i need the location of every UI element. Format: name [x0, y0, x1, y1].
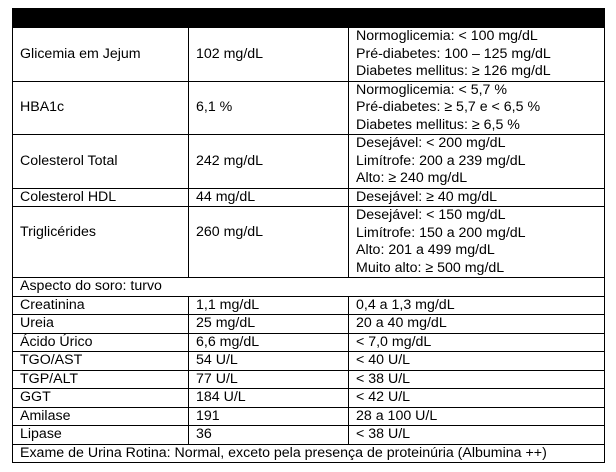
table-row	[13, 315, 605, 334]
exam-reference: < 7,0 mg/dL	[349, 333, 605, 352]
exam-name: GGT	[13, 389, 189, 408]
exam-name: Colesterol HDL	[13, 188, 189, 207]
reference-line: Normoglicemia: < 100 mg/dL	[356, 28, 538, 44]
urine-note: Exame de Urina Rotina: Normal, exceto pela presença de proteinúria (Albumina ++)	[13, 444, 605, 463]
exam-reference: 28 a 100 U/L	[349, 407, 605, 426]
table-row	[13, 207, 605, 278]
header-reference	[349, 9, 605, 28]
table-row	[13, 135, 605, 189]
exam-reference: < 38 U/L	[349, 370, 605, 389]
exam-name: Colesterol Total	[13, 135, 189, 189]
exam-name: TGO/AST	[13, 352, 189, 371]
table-row	[13, 389, 605, 408]
reference-line: Pré-diabetes: ≥ 5,7 e < 6,5 %	[356, 99, 541, 115]
exam-result: 242 mg/dL	[189, 135, 349, 189]
reference-line: Muito alto: ≥ 500 mg/dL	[356, 259, 505, 276]
exam-name: Triglicérides	[13, 207, 189, 278]
exam-result: 1,1 mg/dL	[189, 296, 349, 315]
table-row	[13, 426, 605, 445]
exam-reference	[349, 207, 605, 278]
table-row	[13, 28, 605, 82]
exam-result: 44 mg/dL	[189, 188, 349, 207]
exam-name: Creatinina	[13, 296, 189, 315]
reference-line: Normoglicemia: < 5,7 %	[356, 81, 507, 98]
exam-reference	[349, 135, 605, 189]
reference-line: Desejável: ≥ 40 mg/dL	[356, 188, 498, 205]
table-row	[13, 81, 605, 135]
exam-name: Lipase	[13, 426, 189, 445]
exam-reference	[349, 81, 605, 135]
exam-reference	[349, 28, 605, 82]
exam-result: 77 U/L	[189, 370, 349, 389]
exam-reference: 20 a 40 mg/dL	[349, 315, 605, 334]
lab-results-table	[12, 8, 605, 463]
exam-result: 102 mg/dL	[189, 28, 349, 82]
reference-line: Desejável: < 200 mg/dL	[356, 135, 506, 151]
table-body	[13, 28, 605, 463]
table-row	[13, 278, 605, 297]
reference-line: Desejável: < 150 mg/dL	[356, 207, 506, 223]
exam-reference: < 42 U/L	[349, 389, 605, 408]
exam-reference: 0,4 a 1,3 mg/dL	[349, 296, 605, 315]
reference-line: Alto: ≥ 240 mg/dL	[356, 170, 468, 186]
exam-reference: < 40 U/L	[349, 352, 605, 371]
reference-line: Diabetes mellitus: ≥ 126 mg/dL	[356, 63, 551, 79]
table-row	[13, 333, 605, 352]
table-row	[13, 188, 605, 207]
reference-line: Alto: 201 a 499 mg/dL	[356, 242, 495, 258]
exam-result: 260 mg/dL	[189, 207, 349, 278]
exam-name: Glicemia em Jejum	[13, 28, 189, 82]
table-row	[13, 352, 605, 371]
exam-result: 191	[189, 407, 349, 426]
reference-line: Diabetes mellitus: ≥ 6,5 %	[356, 116, 520, 133]
table-row	[13, 370, 605, 389]
table-row	[13, 407, 605, 426]
reference-line: Limítrofe: 150 a 200 mg/dL	[356, 224, 526, 241]
header-result	[189, 9, 349, 28]
exam-result: 6,1 %	[189, 81, 349, 135]
exam-reference: < 38 U/L	[349, 426, 605, 445]
table-header-row	[13, 9, 605, 28]
exam-name: TGP/ALT	[13, 370, 189, 389]
reference-line: Pré-diabetes: 100 – 125 mg/dL	[356, 45, 551, 62]
exam-name: Ureia	[13, 315, 189, 334]
serum-aspect: Aspecto do soro: turvo	[13, 278, 605, 297]
exam-result: 36	[189, 426, 349, 445]
table-row	[13, 296, 605, 315]
exam-result: 6,6 mg/dL	[189, 333, 349, 352]
exam-result: 184 U/L	[189, 389, 349, 408]
exam-result: 25 mg/dL	[189, 315, 349, 334]
exam-reference	[349, 188, 605, 207]
exam-name: Amilase	[13, 407, 189, 426]
table-row	[13, 444, 605, 463]
exam-name: Ácido Úrico	[13, 333, 189, 352]
exam-result: 54 U/L	[189, 352, 349, 371]
header-exam	[13, 9, 189, 28]
reference-line: Limítrofe: 200 a 239 mg/dL	[356, 152, 526, 169]
exam-name: HBA1c	[13, 81, 189, 135]
